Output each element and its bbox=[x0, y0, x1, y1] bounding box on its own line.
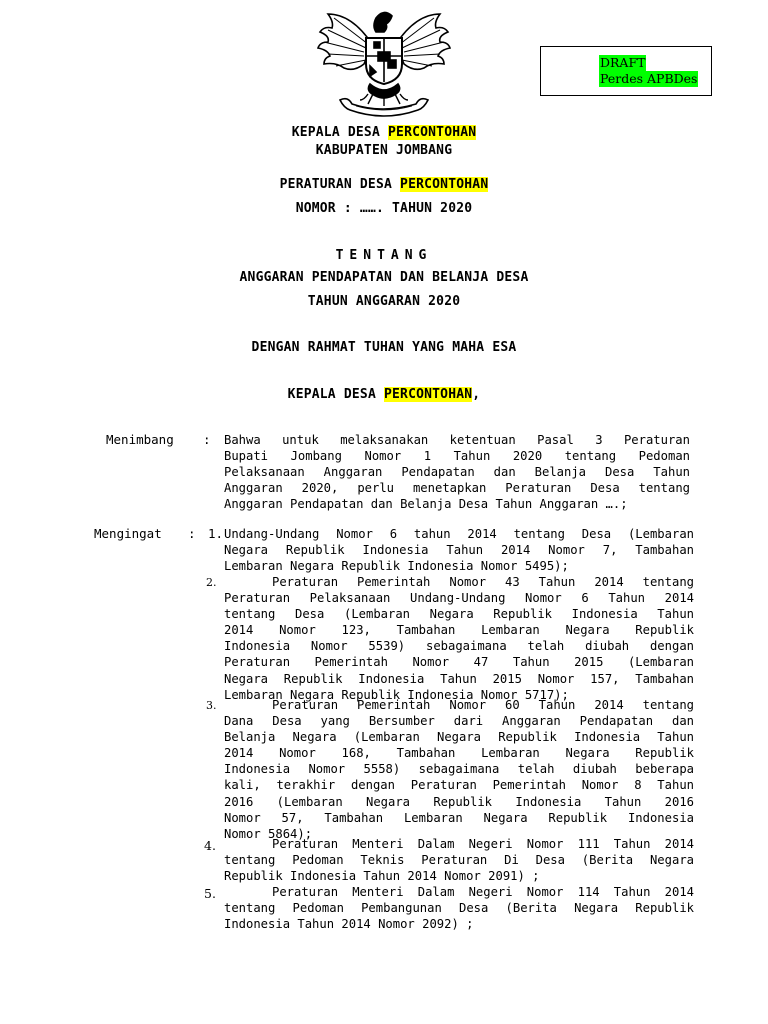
text-line: Negara Republik Indonesia Tahun 2014 Nomor 7, Tambahan bbox=[224, 543, 694, 558]
heading-tentang: TENTANG bbox=[335, 248, 433, 263]
text-line: Peraturan Menteri Dalam Negeri Nomor 114 Tahun 2014 bbox=[272, 885, 694, 899]
text-line: 2014 Nomor 168, Tambahan Lembaran Negara Republik bbox=[224, 746, 694, 761]
text-line: Indonesia Tahun 2014 Nomor 2092) ; bbox=[224, 917, 474, 932]
text-line: Nomor 5864); bbox=[224, 826, 313, 841]
text-line: Bupati Jombang Nomor 1 Tahun 2020 tentang Pedoman bbox=[224, 449, 690, 464]
draft-label: DRAFT bbox=[600, 55, 646, 70]
heading-kepala-desa: KEPALA DESA PERCONTOHAN bbox=[291, 125, 477, 140]
text-line: Nomor 57, Tambahan Lembaran Negara Republik Indonesia bbox=[224, 810, 694, 825]
draft-stamp bbox=[540, 46, 712, 96]
text-line: Pelaksanaan Anggaran Pendapatan dan Belanja Desa Tahun bbox=[224, 465, 690, 480]
text-line: tentang Desa (Lembaran Negara Republik Indonesia Tahun bbox=[224, 607, 694, 622]
text-line: Lembaran Negara Republik Indonesia Nomor 5717); bbox=[224, 687, 569, 702]
menimbang-text bbox=[224, 432, 690, 512]
mengingat-item-number: 5. bbox=[204, 886, 216, 901]
text-line: tentang Pedoman Teknis Peraturan Di Desa (Berita Negara bbox=[224, 853, 694, 868]
mengingat-item-text bbox=[224, 697, 694, 842]
mengingat-item-number: 4. bbox=[204, 838, 216, 853]
text-line: 2014 Nomor 123, Tambahan Lembaran Negara Republik bbox=[224, 623, 694, 638]
garuda-emblem bbox=[310, 4, 458, 122]
text-line: Indonesia Nomor 5558) sebagaimana telah diubah beberapa bbox=[224, 762, 694, 777]
desa-name-highlight: PERCONTOHAN bbox=[384, 387, 473, 402]
heading-judul-1: ANGGARAN PENDAPATAN DAN BELANJA DESA bbox=[239, 270, 529, 285]
heading-judul-2: TAHUN ANGGARAN 2020 bbox=[307, 294, 461, 309]
mengingat-item-text bbox=[224, 884, 694, 932]
text-line: tentang Pedoman Pembangunan Desa (Berita Negara Republik bbox=[224, 901, 694, 916]
mengingat-item-text bbox=[224, 574, 694, 703]
text-line: Dana Desa yang Bersumber dari Anggaran Pendapatan dan bbox=[224, 714, 694, 729]
text-line: Peraturan Pemerintah Nomor 60 Tahun 2014 tentang bbox=[272, 698, 694, 712]
text-line: Indonesia Nomor 5539) sebagaimana telah diubah dengan bbox=[224, 639, 694, 654]
text-line: Negara Republik Indonesia Tahun 2015 Nomor 157, Tambahan bbox=[224, 671, 694, 686]
desa-name-highlight: PERCONTOHAN bbox=[400, 177, 489, 192]
heading-kepala-desa-2: KEPALA DESA PERCONTOHAN, bbox=[287, 387, 481, 402]
mengingat-item-text bbox=[224, 836, 694, 884]
text-line: Peraturan Menteri Dalam Negeri Nomor 111 Tahun 2014 bbox=[272, 837, 694, 851]
heading-peraturan-desa: PERATURAN DESA PERCONTOHAN bbox=[279, 177, 489, 192]
mengingat-item-number: 2. bbox=[206, 576, 217, 589]
draft-sublabel: Perdes APBDes bbox=[600, 71, 698, 86]
text-line: Bahwa untuk melaksanakan ketentuan Pasal 3 Peraturan bbox=[224, 433, 690, 447]
mengingat-item-text bbox=[224, 526, 694, 574]
heading-rahmat: DENGAN RAHMAT TUHAN YANG MAHA ESA bbox=[251, 340, 517, 355]
mengingat-item-number: 1. bbox=[208, 526, 224, 541]
text-line: Anggaran Pendapatan dan Belanja Desa Tahun Anggaran ….; bbox=[224, 497, 628, 512]
menimbang-colon: : bbox=[203, 432, 211, 447]
mengingat-item-number: 3. bbox=[206, 699, 217, 712]
heading-kabupaten: KABUPATEN JOMBANG bbox=[315, 143, 453, 158]
text-line: Undang-Undang Nomor 6 tahun 2014 tentang Desa (Lembaran bbox=[224, 527, 694, 541]
text-line: kali, terakhir dengan Peraturan Pemerintah Nomor 8 Tahun bbox=[224, 778, 694, 793]
text-line: 2016 (Lembaran Negara Republik Indonesia Tahun 2016 bbox=[224, 794, 694, 809]
text-line: Lembaran Negara Republik Indonesia Nomor 5495); bbox=[224, 559, 569, 574]
mengingat-label: Mengingat bbox=[94, 526, 162, 541]
text-line: Belanja Negara (Lembaran Negara Republik Indonesia Tahun bbox=[224, 730, 694, 745]
text-line: Peraturan Pemerintah Nomor 43 Tahun 2014 tentang bbox=[272, 575, 694, 589]
menimbang-label: Menimbang bbox=[106, 432, 174, 447]
desa-name-highlight: PERCONTOHAN bbox=[388, 125, 477, 140]
text-line: Peraturan Pemerintah Nomor 47 Tahun 2015 (Lembaran bbox=[224, 655, 694, 670]
text-line: Peraturan Pelaksanaan Undang-Undang Nomor 6 Tahun 2014 bbox=[224, 591, 694, 606]
text-line: Anggaran 2020, perlu menetapkan Peraturan Desa tentang bbox=[224, 481, 690, 496]
text-line: Republik Indonesia Tahun 2014 Nomor 2091) ; bbox=[224, 869, 540, 884]
heading-nomor: NOMOR : ……. TAHUN 2020 bbox=[295, 201, 473, 216]
mengingat-colon: : bbox=[188, 526, 196, 541]
